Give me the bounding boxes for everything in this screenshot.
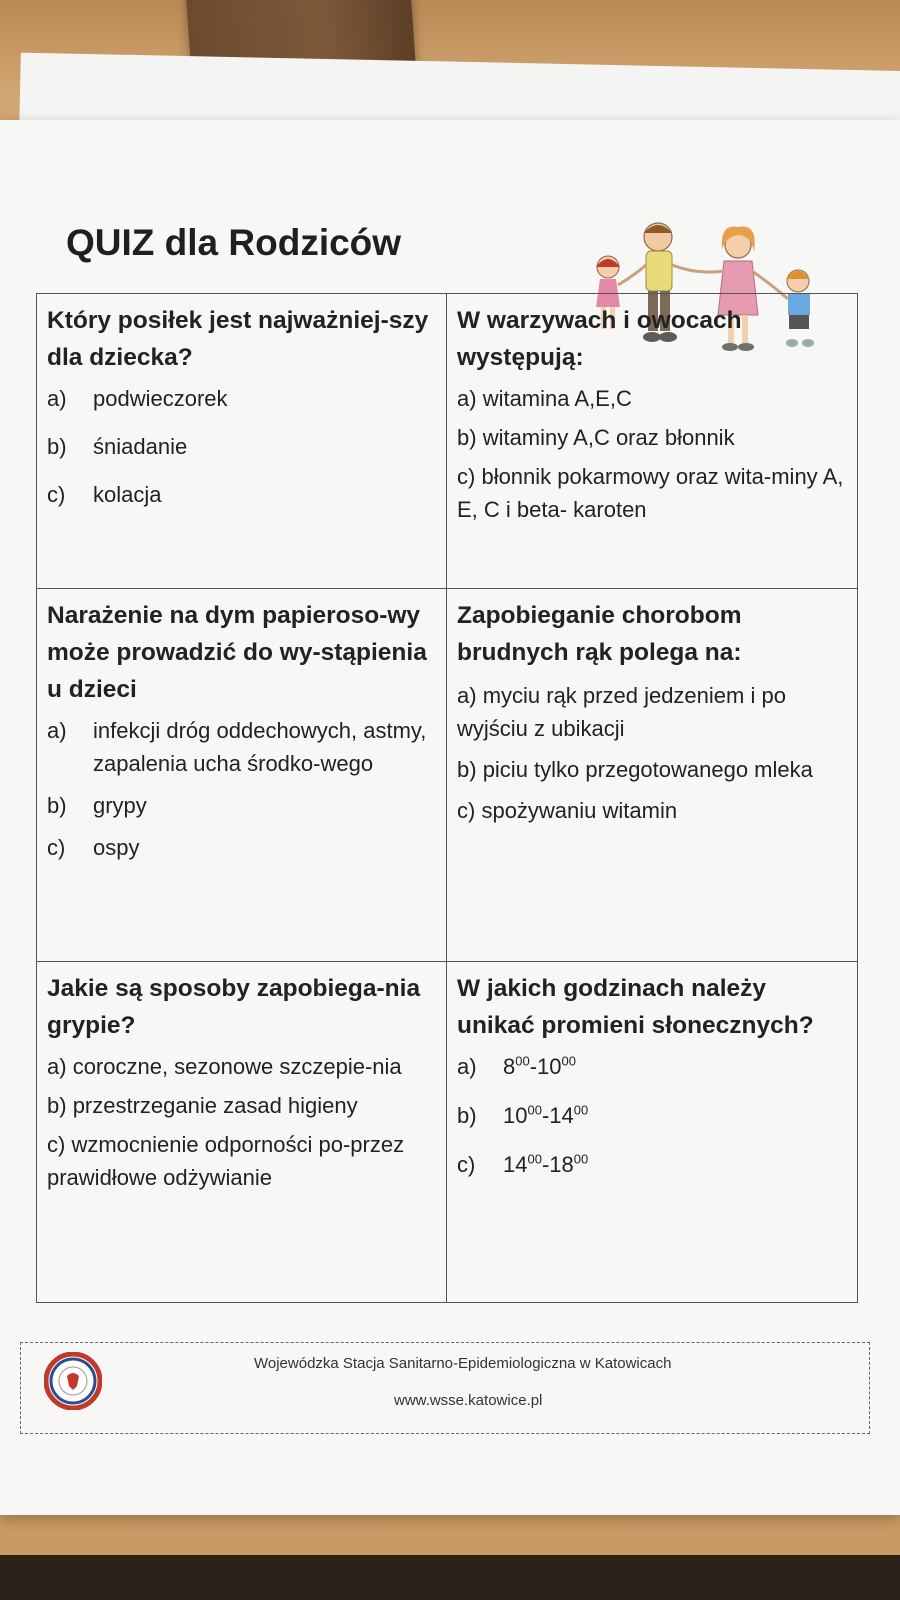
answer-option: a) infekcji dróg oddechowych, astmy, zapalenia ucha środko-wego: [47, 718, 427, 776]
hour-option: b) $10^{00}-14^{00}$: [457, 1099, 849, 1132]
answer-option: c) spożywaniu witamin: [457, 798, 678, 823]
answer-option: a) podwieczorek: [47, 386, 228, 411]
quiz-table: [36, 293, 858, 1303]
question-text: Który posiłek jest najważniej-szy dla dziecka?: [47, 307, 429, 371]
table-edge: [0, 1555, 900, 1600]
question-cell-4: [447, 589, 857, 962]
hour-option: c) $14^{00}-18^{00}$: [457, 1148, 849, 1181]
hour-range: $10^{00}-14^{00}$: [503, 1102, 589, 1128]
question-cell-5: [37, 962, 447, 1302]
question-cell-2: [447, 294, 857, 589]
answer-option: c) błonnik pokarmowy oraz wita-miny A, E, C i beta- karoten: [457, 464, 844, 522]
question-text: Narażenie na dym papieroso-wy może prowadzić do wy-stąpienia u dzieci: [47, 602, 427, 703]
quiz-title: QUIZ dla Rodziców: [66, 222, 402, 263]
question-text: W jakich godzinach należy unikać promieni słonecznych?: [457, 975, 814, 1039]
question-cell-1: [37, 294, 447, 589]
hour-range: $8^{00}-10^{00}$: [503, 1053, 576, 1079]
answer-option: b) grypy: [47, 793, 147, 818]
question-cell-3: [37, 589, 447, 962]
sanepid-logo: [44, 1352, 102, 1410]
answer-option: c) ospy: [47, 835, 140, 860]
footer-url[interactable]: www.wsse.katowice.pl: [394, 1392, 543, 1409]
answer-option: b) przestrzeganie zasad higieny: [47, 1093, 358, 1118]
answer-option: b) witaminy A,C oraz błonnik: [457, 425, 735, 450]
question-text: Zapobieganie chorobom brudnych rąk polega na:: [457, 602, 742, 666]
answer-option: c) wzmocnienie odporności po-przez prawidłowe odżywianie: [47, 1132, 405, 1190]
answer-option: a) myciu rąk przed jedzeniem i po wyjściu z ubikacji: [457, 683, 786, 741]
question-cell-6: [447, 962, 857, 1302]
answer-option: a) coroczne, sezonowe szczepie-nia: [47, 1054, 402, 1079]
footer-organization: Wojewódzka Stacja Sanitarno-Epidemiologiczna w Katowicach: [254, 1355, 672, 1372]
answer-option: b) piciu tylko przegotowanego mleka: [457, 757, 813, 782]
answer-option: b) śniadanie: [47, 434, 188, 459]
hour-range: $14^{00}-18^{00}$: [503, 1151, 589, 1177]
hour-option: a) $8^{00}-10^{00}$: [457, 1050, 849, 1083]
answer-option: a) witamina A,E,C: [457, 386, 632, 411]
question-text: Jakie są sposoby zapobiega-nia grypie?: [47, 975, 421, 1039]
answer-option: c) kolacja: [47, 482, 162, 507]
question-text: W warzywach i owocach występują:: [457, 307, 742, 371]
